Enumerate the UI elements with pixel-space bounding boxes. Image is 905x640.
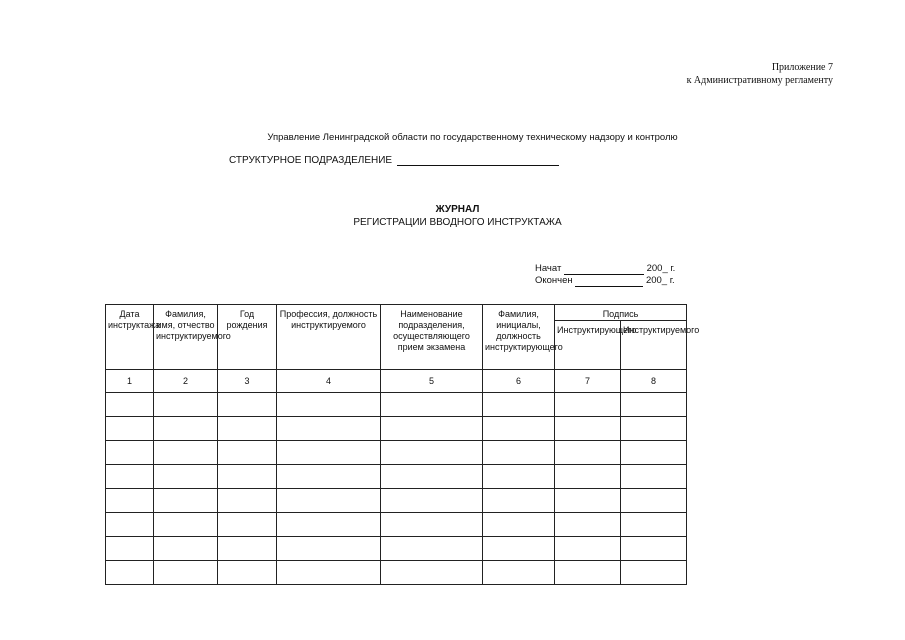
header-full-name: Фамилия, имя, отчество инструктируемого bbox=[154, 305, 218, 370]
table-cell bbox=[483, 513, 555, 537]
table-cell bbox=[621, 537, 687, 561]
organization-name: Управление Ленинградской области по государственному техническому надзору и контролю bbox=[267, 132, 678, 143]
table-cell bbox=[483, 417, 555, 441]
header-date: Дата инструктажа bbox=[106, 305, 154, 370]
table-cell bbox=[621, 393, 687, 417]
table-cell bbox=[483, 465, 555, 489]
table-cell bbox=[555, 561, 621, 585]
column-number: 8 bbox=[621, 370, 687, 393]
appendix-line-1: Приложение 7 bbox=[771, 62, 833, 73]
table-row bbox=[106, 561, 687, 585]
column-number: 4 bbox=[277, 370, 381, 393]
table-cell bbox=[277, 393, 381, 417]
table-row bbox=[106, 513, 687, 537]
column-number-row bbox=[106, 370, 687, 393]
table-cell bbox=[621, 465, 687, 489]
table-cell bbox=[483, 489, 555, 513]
table-cell bbox=[154, 393, 218, 417]
table-cell bbox=[277, 465, 381, 489]
table-cell bbox=[106, 417, 154, 441]
finished-label: Окончен bbox=[535, 275, 573, 286]
header-division: Наименование подразделения, осуществляющего прием экзамена bbox=[381, 305, 483, 370]
started-label: Начат bbox=[535, 263, 562, 274]
table-cell bbox=[277, 489, 381, 513]
table-cell bbox=[381, 537, 483, 561]
header-instructor: Фамилия, инициалы, должность инструктирующего bbox=[483, 305, 555, 370]
column-number: 7 bbox=[555, 370, 621, 393]
table-cell bbox=[106, 513, 154, 537]
started-year: 200_ г. bbox=[646, 263, 676, 274]
table-cell bbox=[154, 441, 218, 465]
table-cell bbox=[483, 561, 555, 585]
header-signature-instructor: Инструктирующего bbox=[555, 321, 621, 370]
table-cell bbox=[555, 489, 621, 513]
column-number: 5 bbox=[381, 370, 483, 393]
title-line-1: ЖУРНАЛ bbox=[435, 204, 480, 215]
table-cell bbox=[218, 537, 277, 561]
header-signature-trainee: Инструктируемого bbox=[621, 321, 687, 370]
table-cell bbox=[106, 441, 154, 465]
table-cell bbox=[154, 465, 218, 489]
column-number: 3 bbox=[218, 370, 277, 393]
header-birth-year: Год рождения bbox=[218, 305, 277, 370]
table-cell bbox=[555, 465, 621, 489]
table-cell bbox=[218, 441, 277, 465]
table-row bbox=[106, 393, 687, 417]
appendix-note bbox=[687, 61, 833, 87]
table-cell bbox=[381, 465, 483, 489]
journal-table bbox=[105, 304, 700, 585]
finished-blank-line bbox=[575, 277, 643, 287]
table-cell bbox=[106, 561, 154, 585]
table-cell bbox=[218, 489, 277, 513]
document-title bbox=[0, 203, 905, 229]
table-cell bbox=[555, 393, 621, 417]
table-cell bbox=[154, 561, 218, 585]
table-cell bbox=[277, 417, 381, 441]
table-cell bbox=[483, 393, 555, 417]
table-row bbox=[106, 489, 687, 513]
table-cell bbox=[218, 465, 277, 489]
table-cell bbox=[381, 393, 483, 417]
table-cell bbox=[154, 537, 218, 561]
column-number: 2 bbox=[154, 370, 218, 393]
table-cell bbox=[106, 393, 154, 417]
table-cell bbox=[621, 489, 687, 513]
title-line-2: РЕГИСТРАЦИИ ВВОДНОГО ИНСТРУКТАЖА bbox=[353, 217, 562, 228]
table-row bbox=[106, 537, 687, 561]
table-cell bbox=[277, 441, 381, 465]
table-cell bbox=[381, 441, 483, 465]
journal-dates bbox=[535, 263, 675, 287]
table-cell bbox=[106, 537, 154, 561]
table-cell bbox=[555, 417, 621, 441]
started-blank-line bbox=[564, 265, 644, 275]
table-row bbox=[106, 417, 687, 441]
table-cell bbox=[218, 561, 277, 585]
header-signature: Подпись bbox=[555, 305, 687, 321]
finished-year: 200_ г. bbox=[645, 275, 675, 286]
table-cell bbox=[381, 561, 483, 585]
table-cell bbox=[621, 513, 687, 537]
header-row bbox=[106, 305, 687, 321]
table-cell bbox=[555, 513, 621, 537]
table-cell bbox=[218, 393, 277, 417]
division-blank-line bbox=[397, 155, 559, 166]
column-number: 1 bbox=[106, 370, 154, 393]
table-cell bbox=[218, 513, 277, 537]
table-cell bbox=[381, 513, 483, 537]
table-cell bbox=[483, 441, 555, 465]
table-cell bbox=[218, 417, 277, 441]
finished-date-row bbox=[535, 275, 675, 287]
table-cell bbox=[277, 537, 381, 561]
table-cell bbox=[555, 537, 621, 561]
table-cell bbox=[381, 417, 483, 441]
table-cell bbox=[621, 441, 687, 465]
column-number: 6 bbox=[483, 370, 555, 393]
table-cell bbox=[106, 489, 154, 513]
table-cell bbox=[277, 513, 381, 537]
appendix-line-2: к Административному регламенту bbox=[686, 75, 833, 86]
table-cell bbox=[154, 513, 218, 537]
table-cell bbox=[106, 465, 154, 489]
started-date-row bbox=[535, 263, 675, 275]
table-cell bbox=[154, 489, 218, 513]
table-cell bbox=[381, 489, 483, 513]
division-field bbox=[229, 155, 559, 166]
table-row bbox=[106, 465, 687, 489]
table-cell bbox=[277, 561, 381, 585]
header-profession: Профессия, должность инструктируемого bbox=[277, 305, 381, 370]
table-cell bbox=[555, 441, 621, 465]
table-row bbox=[106, 441, 687, 465]
division-label: СТРУКТУРНОЕ ПОДРАЗДЕЛЕНИЕ bbox=[229, 155, 393, 166]
table-cell bbox=[621, 417, 687, 441]
table-cell bbox=[154, 417, 218, 441]
table-cell bbox=[483, 537, 555, 561]
table-cell bbox=[621, 561, 687, 585]
